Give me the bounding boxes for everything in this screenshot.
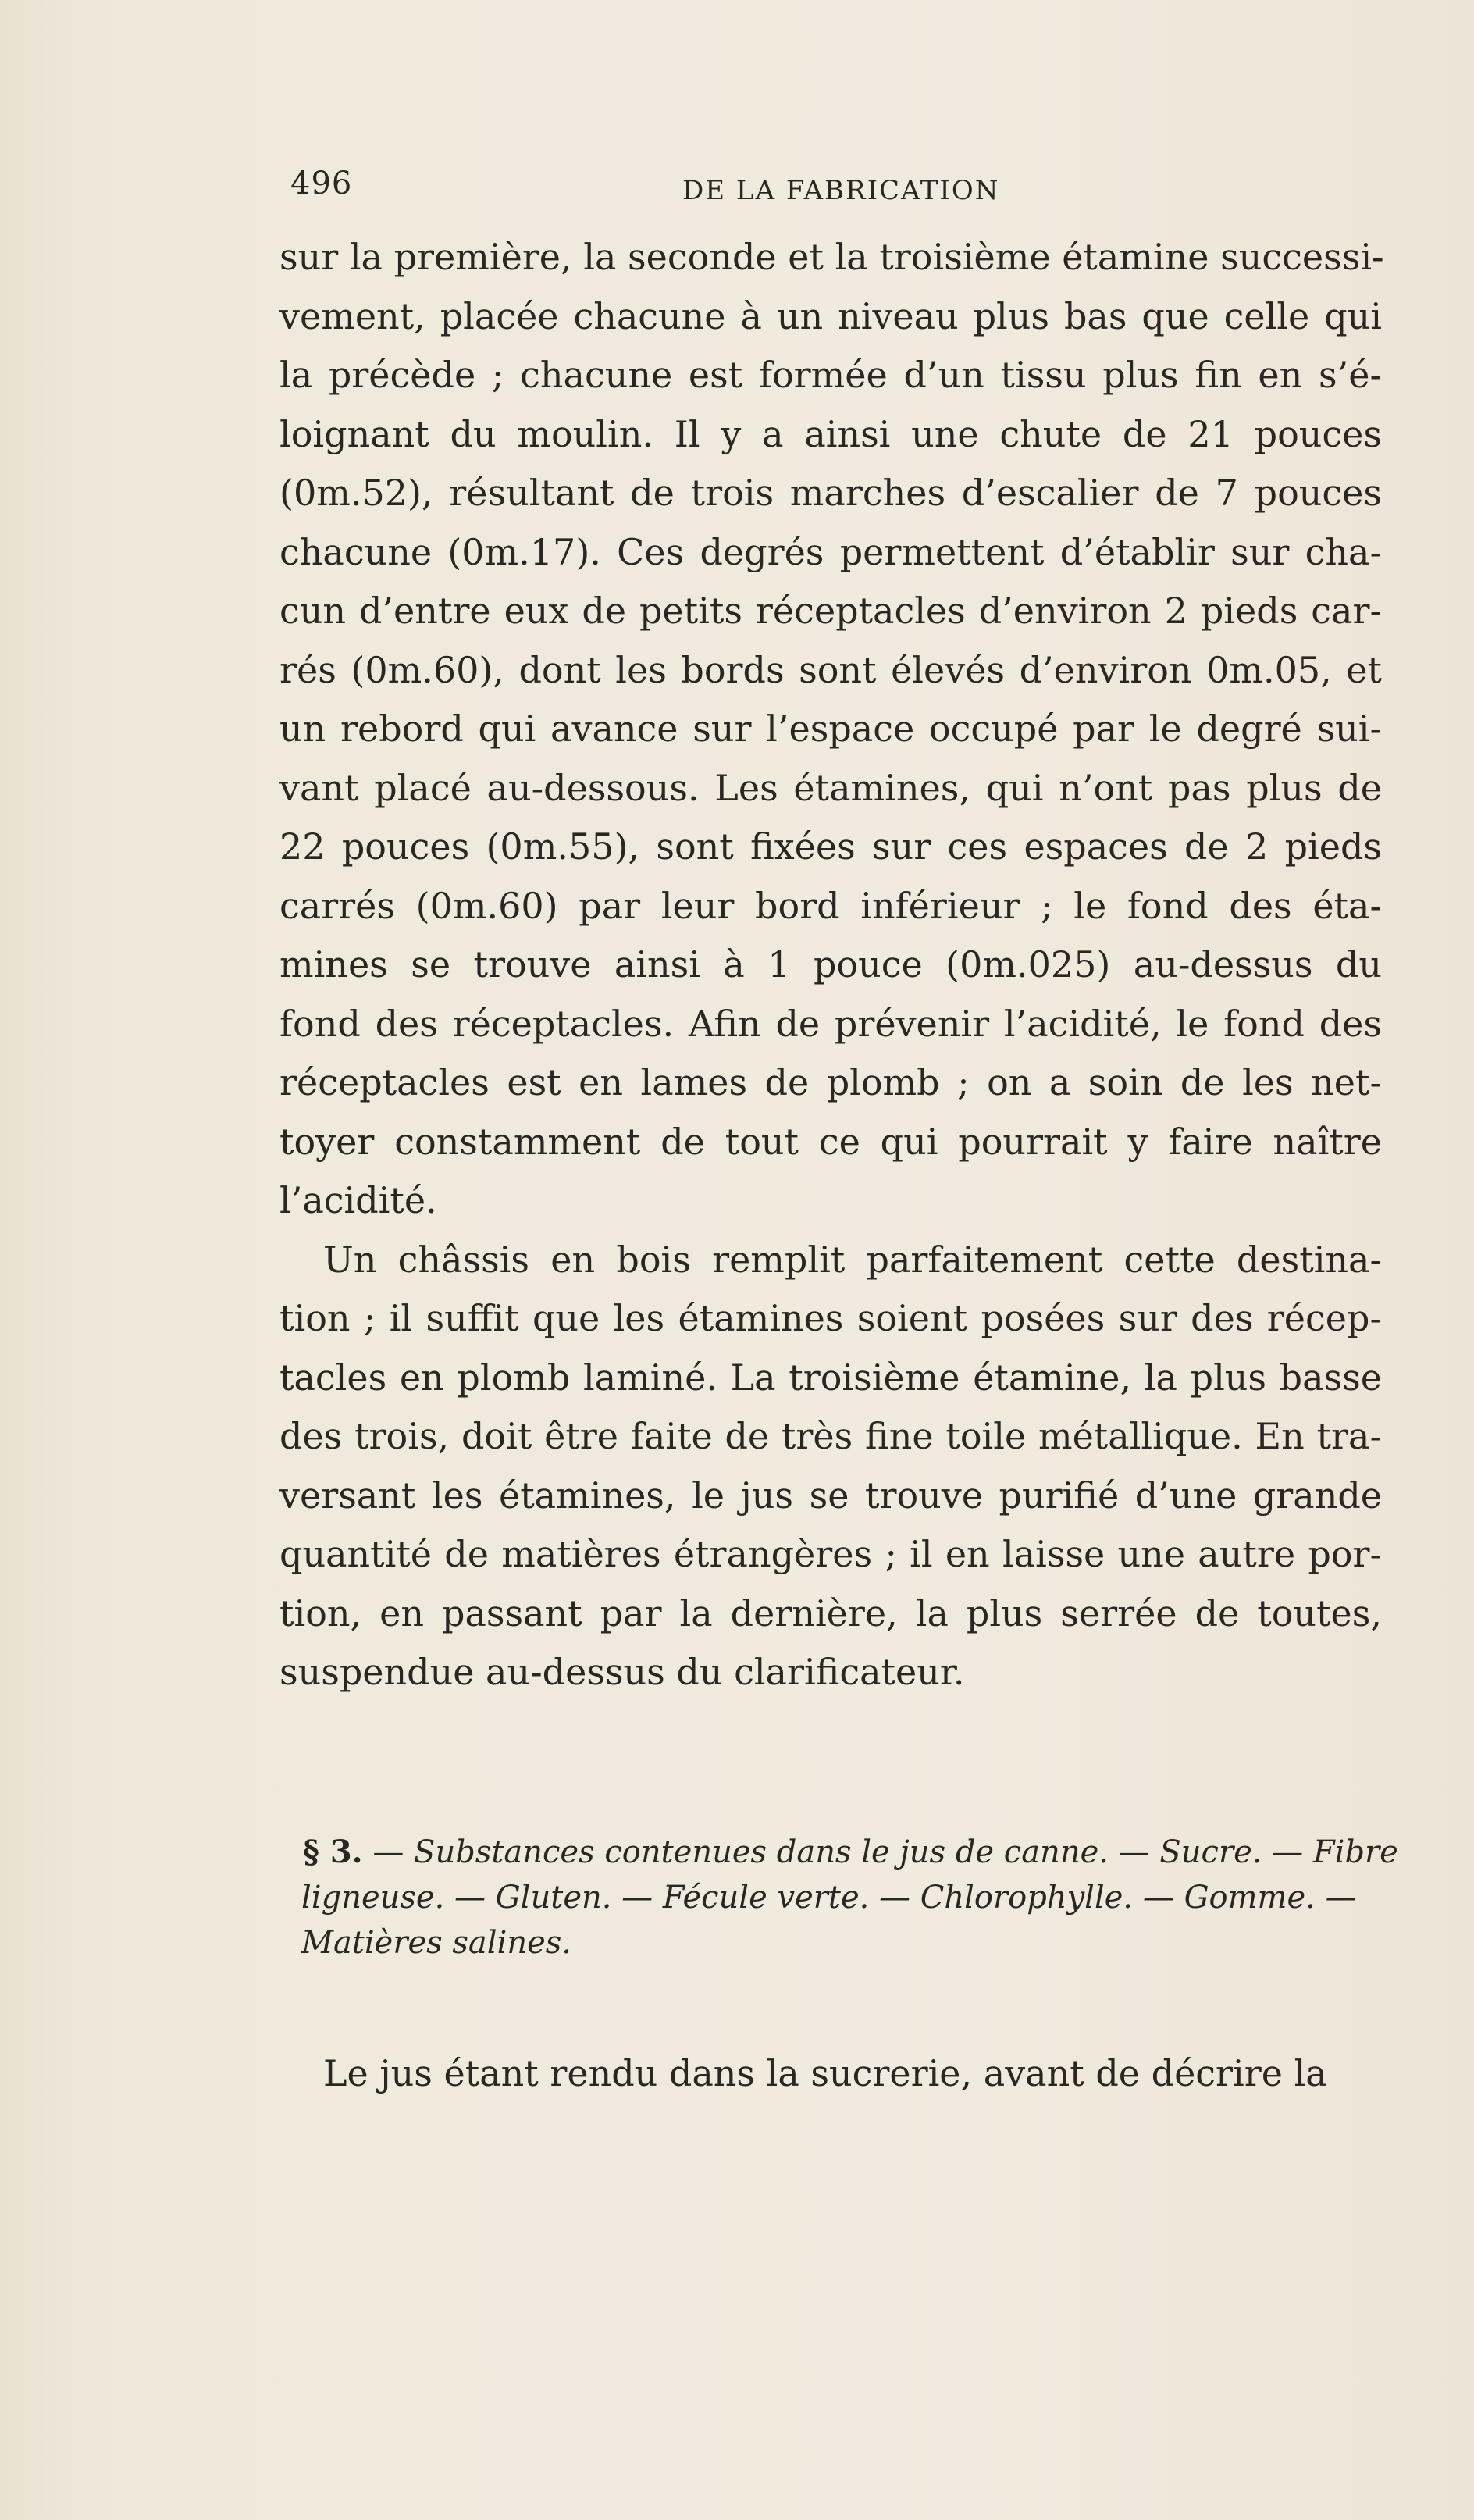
- text-line: cun d’entre eux de petits réceptacles d’environ 2 pieds car-: [279, 590, 1382, 632]
- text-line: toyer constamment de tout ce qui pourrait y faire naître: [279, 1120, 1382, 1163]
- page-header: [290, 166, 1383, 212]
- text-line: fond des réceptacles. Afin de prévenir l’acidité, le fond des: [279, 1002, 1382, 1045]
- text-line: sur la première, la seconde et la troisième étamine successi-: [279, 236, 1384, 278]
- section-heading-line: [279, 1830, 1398, 1875]
- section-heading-line: ligneuse. — Gluten. — Fécule verte. — Chlorophylle. — Gomme. —: [301, 1880, 1357, 1916]
- text-line: loignant du moulin. Il y a ainsi une chute de 21 pouces: [279, 412, 1382, 455]
- section-title-part: — Substances contenues dans le jus de canne. — Sucre. — Fibre: [372, 1834, 1398, 1870]
- text-line: 22 pouces (0m.55), sont fixées sur ces espaces de 2 pieds: [279, 825, 1382, 868]
- text-line: mines se trouve ainsi à 1 pouce (0m.025) au-dessus du: [279, 943, 1382, 986]
- text-line: l’acidité.: [279, 1179, 437, 1221]
- paragraph-1: [279, 228, 1382, 1231]
- text-line: (0m.52), résultant de trois marches d’escalier de 7 pouces: [279, 472, 1382, 514]
- paragraph-2: [279, 1231, 1382, 1702]
- text-line: chacune (0m.17). Ces degrés permettent d’établir sur cha-: [279, 530, 1382, 573]
- text-line: carrés (0m.60) par leur bord inférieur ; le fond des éta-: [279, 884, 1382, 927]
- text-line: réceptacles est en lames de plomb ; on a soin de les net-: [279, 1061, 1382, 1103]
- text-line: suspendue au-dessus du clarificateur.: [279, 1651, 965, 1693]
- text-line: des trois, doit être faite de très fine toile métallique. En tra-: [279, 1415, 1382, 1457]
- text-line: tion, en passant par la dernière, la plus serrée de toutes,: [279, 1591, 1382, 1634]
- text-line: tion ; il suffit que les étamines soient posées sur des récep-: [279, 1297, 1382, 1339]
- text-line: Un châssis en bois remplit parfaitement cette destina-: [323, 1238, 1382, 1281]
- text-line: rés (0m.60), dont les bords sont élevés d’environ 0m.05, et: [279, 648, 1382, 691]
- text-line: vement, placée chacune à un niveau plus bas que celle qui: [279, 294, 1382, 337]
- body-text: [279, 228, 1382, 1702]
- section-heading: [279, 1830, 1398, 1966]
- page-number: 496: [290, 166, 353, 201]
- section-heading-line: Matières salines.: [301, 1925, 572, 1961]
- text-line: vant placé au-dessous. Les étamines, qui n’ont pas plus de: [279, 766, 1382, 809]
- paragraph-3: [279, 2044, 1382, 2104]
- text-line: Le jus étant rendu dans la sucrerie, avant de décrire la: [323, 2052, 1327, 2094]
- text-line: versant les étamines, le jus se trouve purifié d’une grande: [279, 1474, 1382, 1517]
- text-line: la précède ; chacune est formée d’un tissu plus fin en s’é-: [279, 354, 1382, 396]
- text-line: un rebord qui avance sur l’espace occupé par le degré sui-: [279, 708, 1382, 750]
- running-head: DE LA FABRICATION: [682, 175, 1000, 206]
- section-number: § 3.: [303, 1834, 363, 1870]
- text-line: quantité de matières étrangères ; il en laisse une autre por-: [279, 1533, 1382, 1575]
- text-line: tacles en plomb laminé. La troisième étamine, la plus basse: [279, 1356, 1382, 1399]
